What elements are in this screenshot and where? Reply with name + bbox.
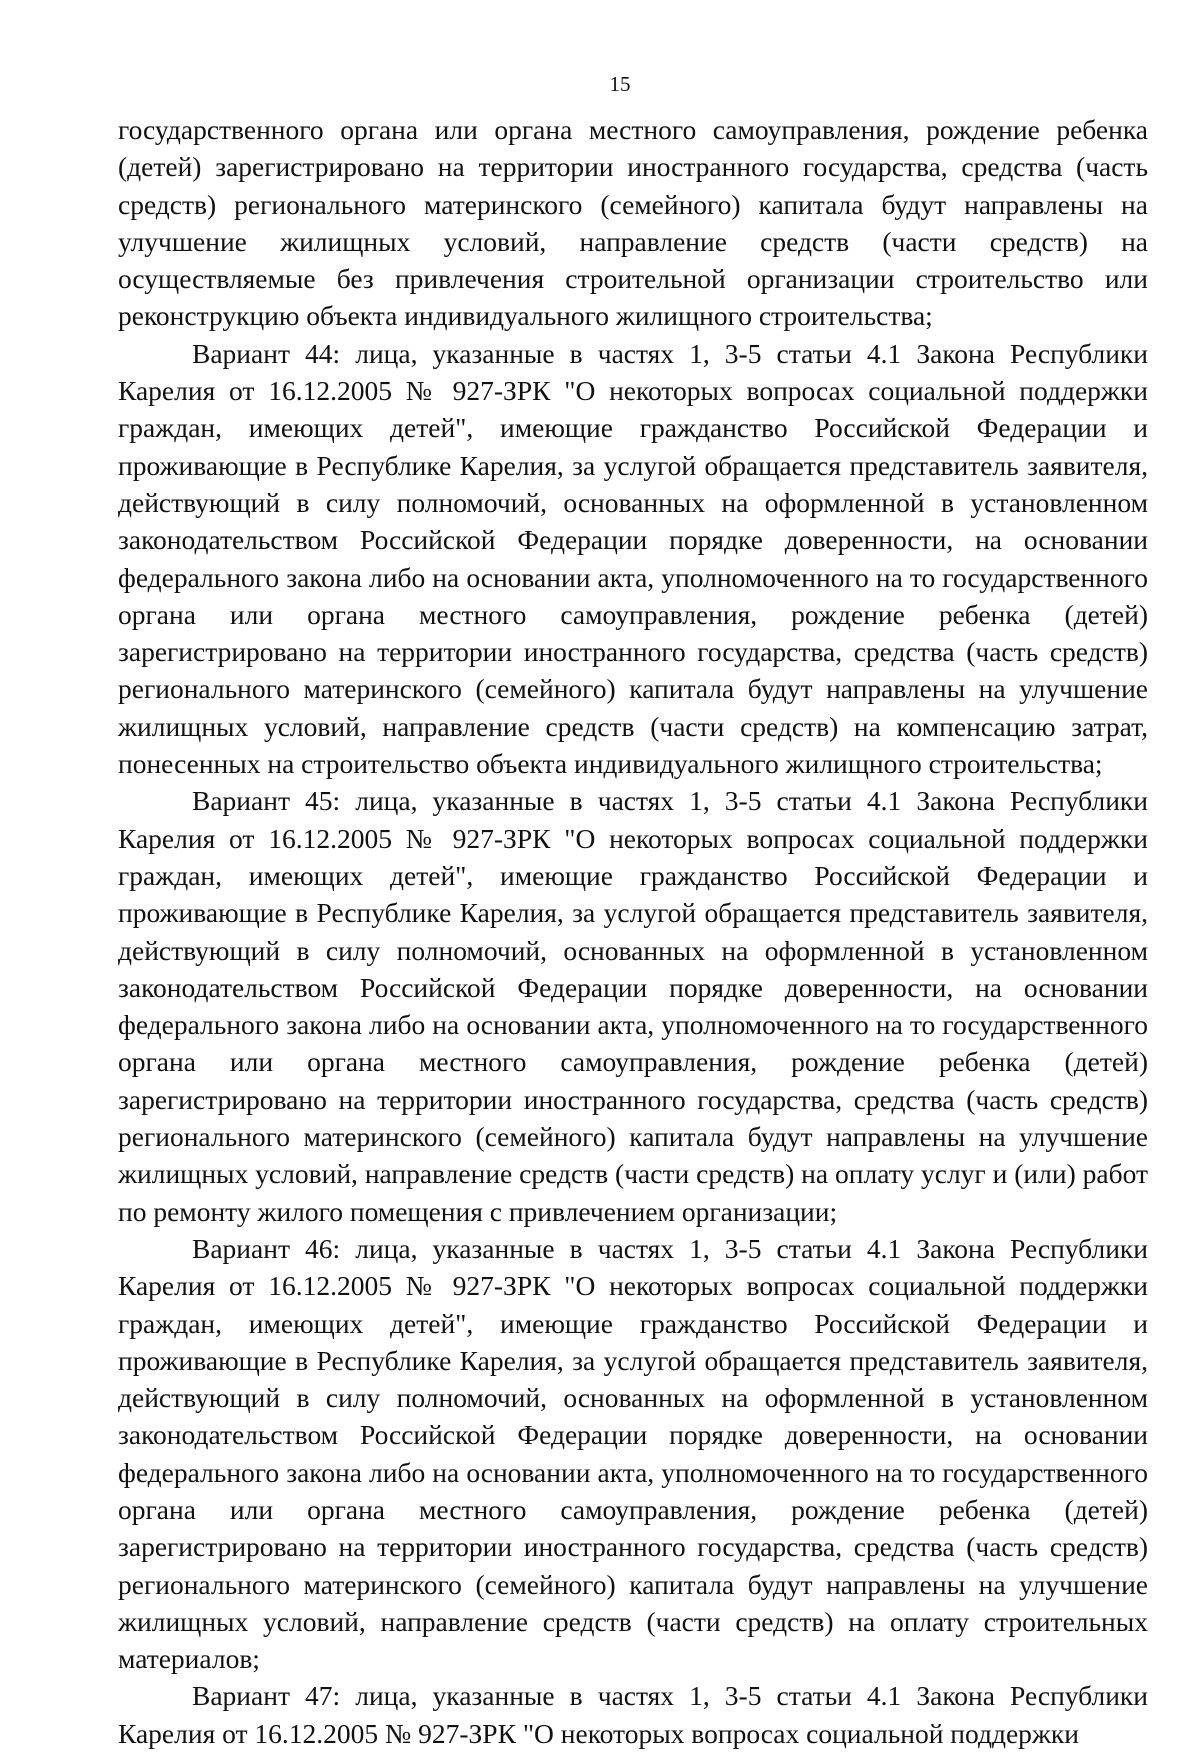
paragraph-variant-46: Вариант 46: лица, указанные в частях 1, 3-5 статьи 4.1 Закона Республики Карелия от 16.12.2005 № 927-ЗРК "О некоторых вопросах социальной поддержки граждан, имеющих детей", имеющие гражданство Российской Федерации и проживающие в Республике Карелия, за услугой обращается представитель заявителя, действующий в силу полномочий, основанных на оформленной в установленном законодательством Российской Федерации порядке доверенности, на основании федерального закона либо на основании акта, уполномоченного на то государственного органа или органа местного самоуправления, рождение ребенка (детей) зарегистрировано на территории иностранного государства, средства (часть средств) регионального материнского (семейного) капитала будут направлены на улучшение жилищных условий, направление средств (части средств) на оплату строительных материалов; [118,1232,1148,1675]
paragraph-variant-45: Вариант 45: лица, указанные в частях 1, 3-5 статьи 4.1 Закона Республики Карелия от 16.12.2005 № 927-ЗРК "О некоторых вопросах социальной поддержки граждан, имеющих детей", имеющие гражданство Российской Федерации и проживающие в Республике Карелия, за услугой обращается представитель заявителя, действующий в силу полномочий, основанных на оформленной в установленном законодательством Российской Федерации порядке доверенности, на основании федерального закона либо на основании акта, уполномоченного на то государственного органа или органа местного самоуправления, рождение ребенка (детей) зарегистрировано на территории иностранного государства, средства (часть средств) регионального материнского (семейного) капитала будут направлены на улучшение жилищных условий, направление средств (части средств) на оплату услуг и (или) работ по ремонту жилого помещения с привлечением организации; [118,785,1148,1227]
page-number: 15 [609,72,631,96]
paragraph-variant-44: Вариант 44: лица, указанные в частях 1, 3-5 статьи 4.1 Закона Республики Карелия от 16.12.2005 № 927-ЗРК "О некоторых вопросах социальной поддержки граждан, имеющих детей", имеющие гражданство Российской Федерации и проживающие в Республике Карелия, за услугой обращается представитель заявителя, действующий в силу полномочий, основанных на оформленной в установленном законодательством Российской Федерации порядке доверенности, на основании федерального закона либо на основании акта, уполномоченного на то государственного органа или органа местного самоуправления, рождение ребенка (детей) зарегистрировано на территории иностранного государства, средства (часть средств) регионального материнского (семейного) капитала будут направлены на улучшение жилищных условий, направление средств (части средств) на компенсацию затрат, понесенных на строительство объекта индивидуального жилищного строительства; [118,337,1148,780]
paragraph-continuation: государственного органа или органа местного самоуправления, рождение ребенка (детей) зарегистрировано на территории иностранного государства, средства (часть средств) регионального материнского (семейного) капитала будут направлены на улучшение жилищных условий, направление средств (части средств) на осуществляемые без привлечения строительной организации строительство или реконструкцию объекта индивидуального жилищного строительства; [118,114,1148,332]
paragraph-variant-47: Вариант 47: лица, указанные в частях 1, 3-5 статьи 4.1 Закона Республики Карелия от 16.12.2005 № 927-ЗРК "О некоторых вопросах социальной поддержки [118,1680,1148,1749]
document-body [118,111,1148,1752]
